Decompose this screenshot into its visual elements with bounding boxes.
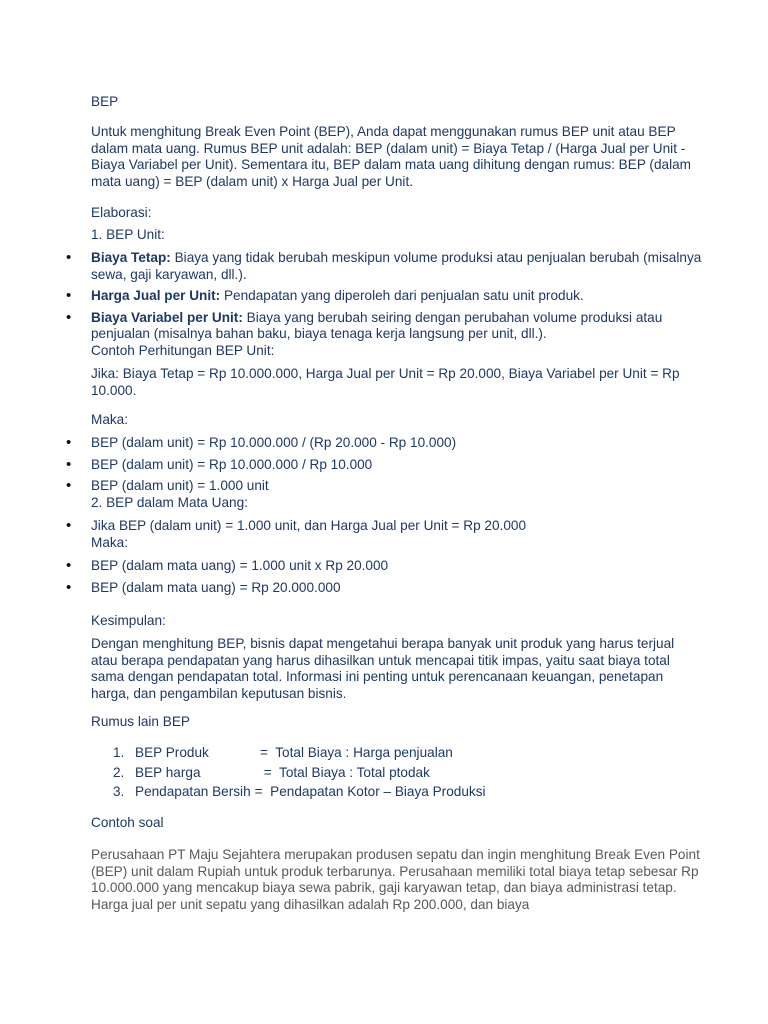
term-desc: Biaya yang tidak berubah meskipun volume produksi atau penjualan berubah (misalnya sewa, gaji karyawan, dll.).	[91, 250, 702, 282]
term-label: Biaya Variabel per Unit:	[91, 309, 243, 325]
calc-money-list	[60, 558, 705, 601]
rumus-name: Pendapatan Bersih	[135, 784, 251, 799]
item-number: 3.	[113, 784, 125, 799]
rumus-formula: = Total Biaya : Harga penjualan	[260, 745, 453, 760]
list-item	[91, 765, 701, 785]
item-number: 2.	[113, 764, 125, 780]
maka-label: Maka:	[91, 412, 129, 427]
list-item	[60, 310, 705, 343]
rumus-list	[91, 745, 701, 804]
definitions-list	[60, 250, 705, 348]
section-bep-unit: 1. BEP Unit:	[91, 227, 165, 242]
list-item: • BEP (dalam mata uang) = 1.000 unit x Rp 20.000	[60, 558, 705, 575]
term-label: Biaya Tetap:	[91, 250, 171, 265]
list-item: • Jika BEP (dalam unit) = 1.000 unit, dan Harga Jual per Unit = Rp 20.000	[60, 518, 705, 535]
item-number: 1.	[113, 745, 125, 760]
list-item	[60, 288, 705, 305]
section-bep-money: 2. BEP dalam Mata Uang:	[91, 495, 248, 510]
example-given: Jika: Biaya Tetap = Rp 10.000.000, Harga Jual per Unit = Rp 20.000, Biaya Variabel per Unit = Rp 10.000.	[91, 366, 680, 398]
contoh-paragraph: Perusahaan PT Maju Sejahtera merupakan produsen sepatu dan ingin menghitung Break Even Point (BEP) unit dalam Rupiah untuk produk terbarunya. Perusahaan memiliki total biaya tetap sebesar Rp 10.000.000 yang mencakup biaya sewa pabrik, gaji karyawan tetap, dan biaya administrasi tetap. Harga jual per unit sepatu yang dihasilkan adalah Rp 200.000, dan biaya	[91, 847, 700, 912]
doc-title: BEP	[91, 94, 119, 109]
rumus-formula: = Total Biaya : Total ptodak	[260, 764, 430, 780]
calc-unit-list	[60, 435, 705, 500]
kesimpulan-paragraph: Dengan menghitung BEP, bisnis dapat mengetahui berapa banyak unit produk yang harus terjual atau berapa pendapatan yang harus dihasilkan untuk mencapai titik impas, yaitu saat biaya total sama dengan pendapatan total. Informasi ini penting untuk perencanaan keuangan, penetapan harga, dan pengambilan keputusan bisnis.	[91, 636, 675, 701]
intro-paragraph: Untuk menghitung Break Even Point (BEP), Anda dapat menggunakan rumus BEP unit atau BEP dalam mata uang. Rumus BEP unit adalah: BEP (dalam unit) = Biaya Tetap / (Harga Jual per Unit - Biaya Variabel per Unit). Sementara itu, BEP dalam mata uang dihitung dengan rumus: BEP (dalam mata uang) = BEP (dalam unit) x Harga Jual per Unit.	[91, 124, 691, 189]
rumus-name: BEP Produk	[135, 745, 209, 760]
elaborasi-label: Elaborasi:	[91, 205, 152, 220]
list-item	[60, 250, 705, 283]
rumus-name: BEP harga	[135, 764, 201, 780]
term-label: Harga Jual per Unit:	[91, 288, 221, 304]
term-desc: Pendapatan yang diperoleh dari penjualan satu unit produk.	[220, 288, 584, 304]
maka-label-2: Maka:	[91, 535, 129, 550]
rumus-formula: = Pendapatan Kotor – Biaya Produksi	[254, 784, 486, 799]
list-item	[91, 784, 701, 804]
term-desc: Biaya yang berubah seiring dengan perubahan volume produksi atau penjualan (misalnya bahan baku, biaya tenaga kerja langsung per unit, dll.).	[91, 309, 663, 342]
kesimpulan-heading: Kesimpulan:	[91, 613, 166, 628]
contoh-heading: Contoh soal	[91, 815, 164, 830]
example-heading: Contoh Perhitungan BEP Unit:	[91, 343, 275, 358]
rumus-heading: Rumus lain BEP	[91, 714, 190, 729]
list-item: • BEP (dalam mata uang) = Rp 20.000.000	[60, 580, 705, 597]
list-item: • BEP (dalam unit) = Rp 10.000.000 / (Rp 20.000 - Rp 10.000)	[60, 435, 705, 452]
list-item	[91, 745, 701, 765]
list-item: • BEP (dalam unit) = Rp 10.000.000 / Rp 10.000	[60, 457, 705, 474]
list-item: • BEP (dalam unit) = 1.000 unit	[60, 478, 705, 495]
